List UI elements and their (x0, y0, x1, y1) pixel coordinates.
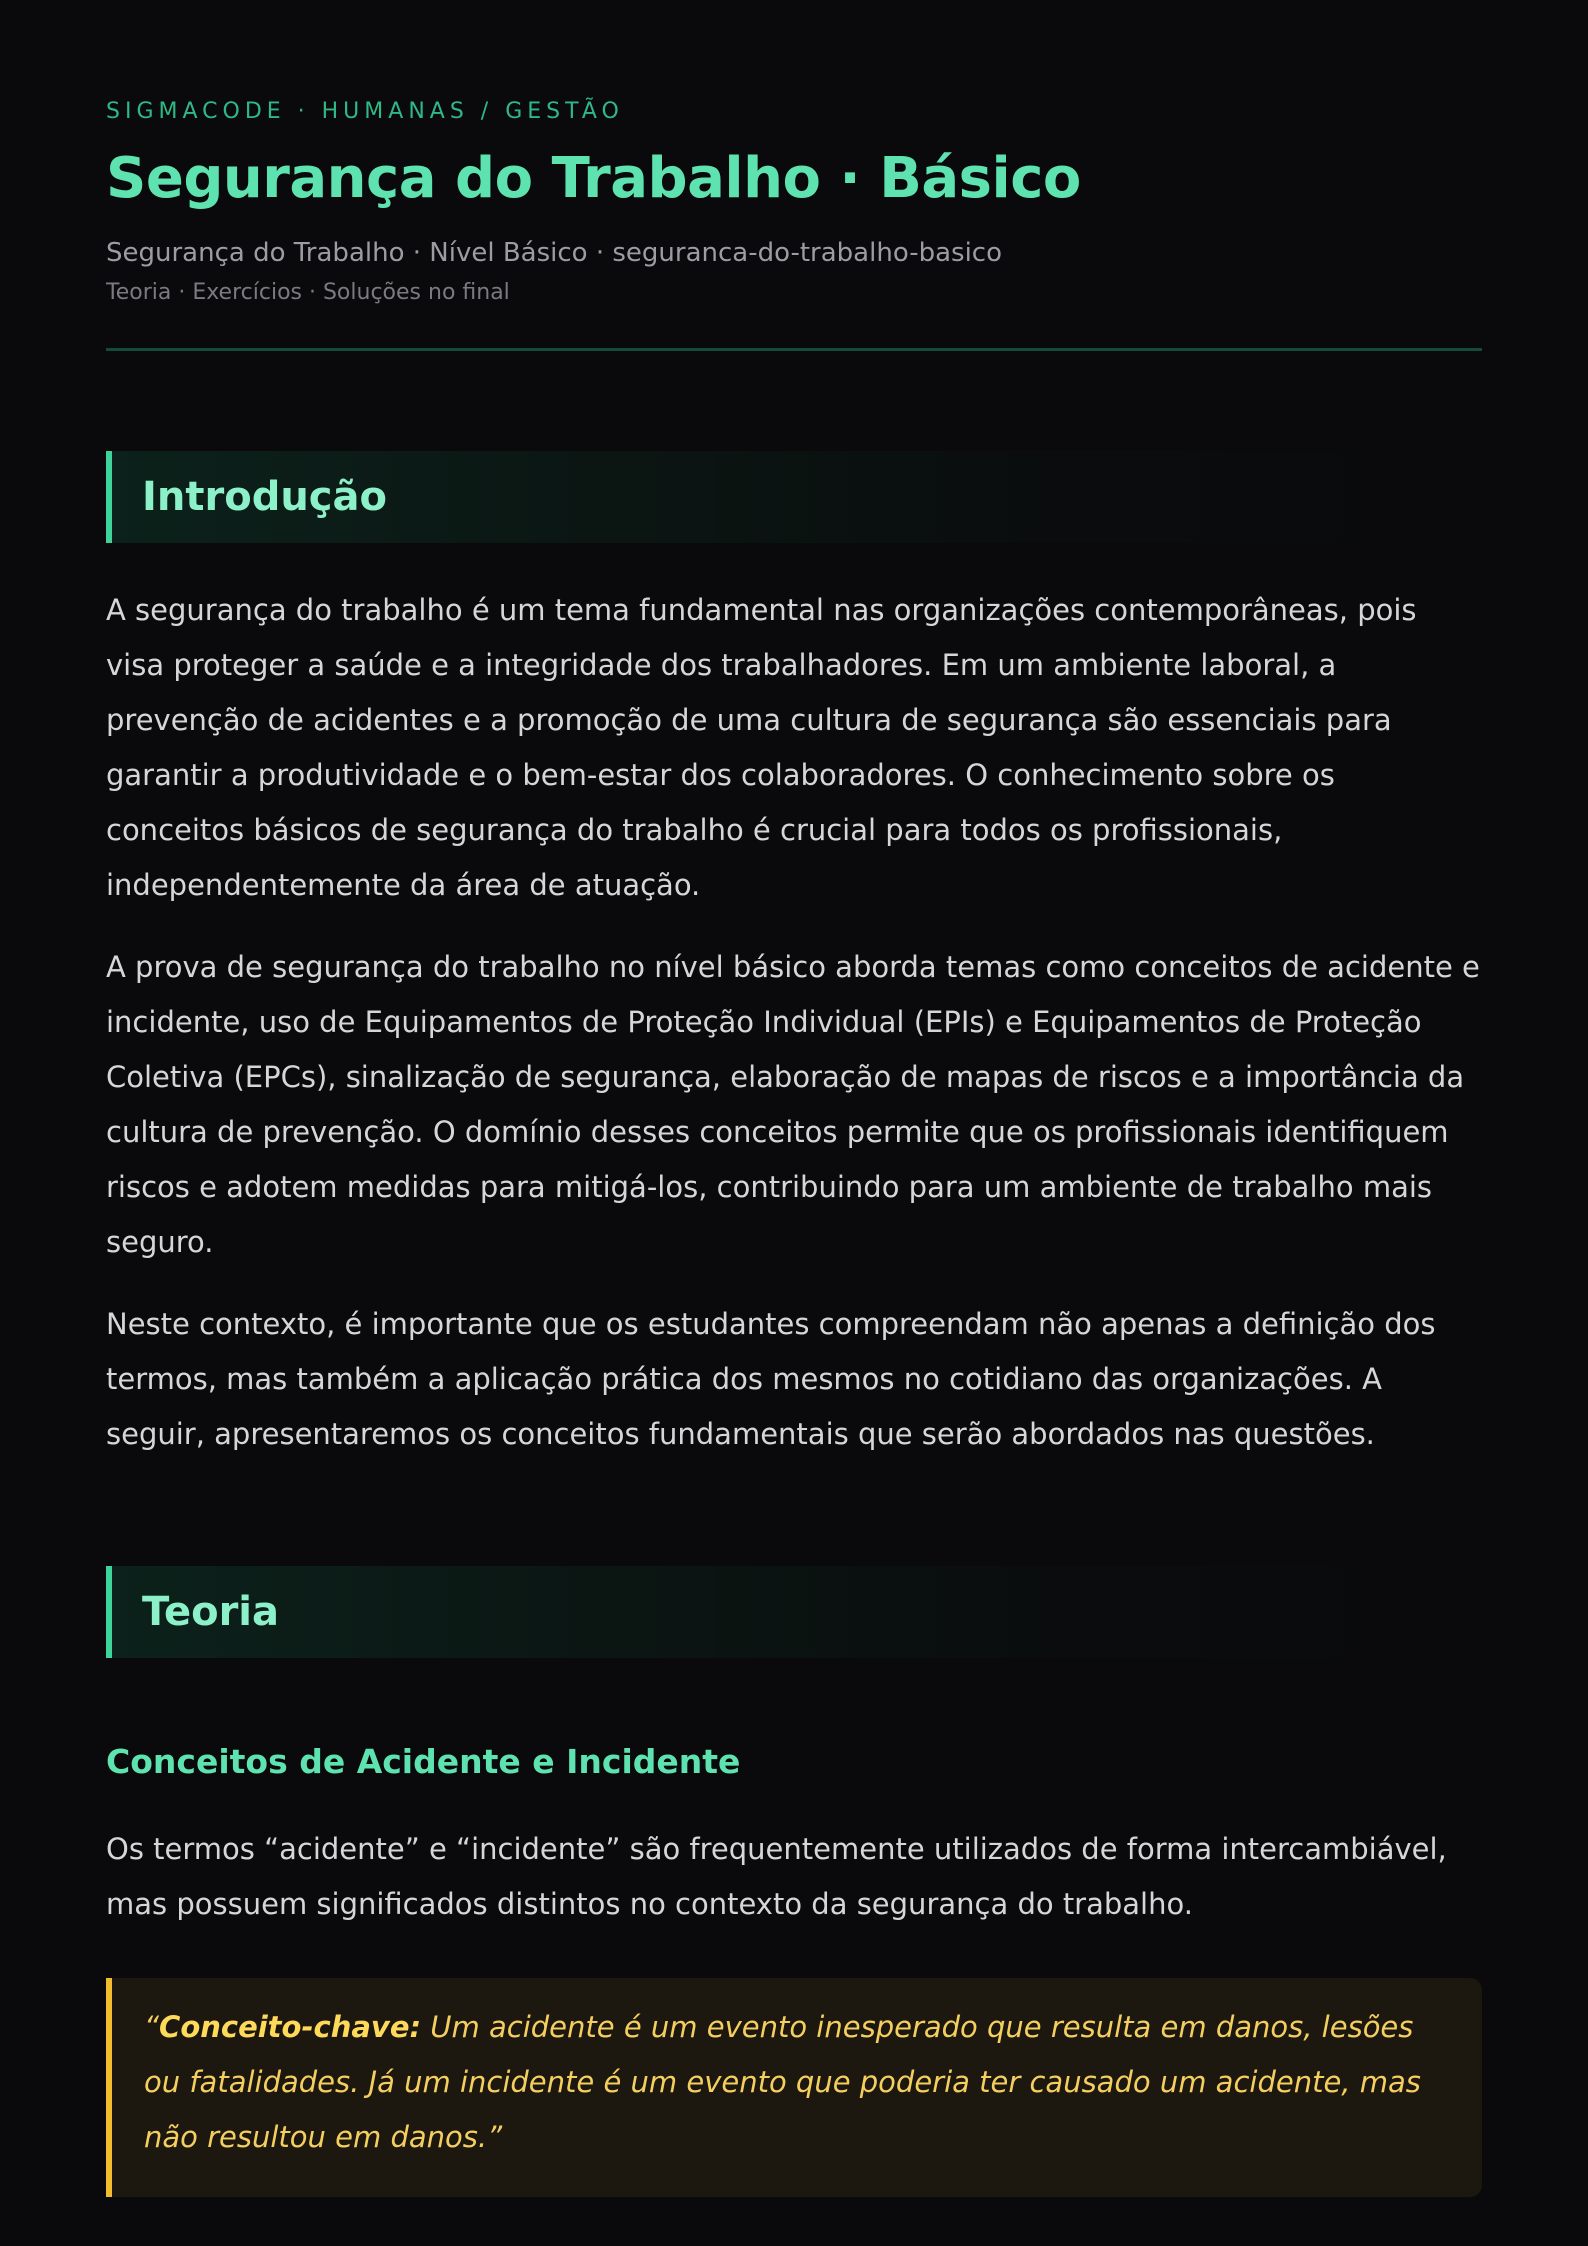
callout-open-quote: “ (144, 2010, 160, 2044)
callout-key-label: Conceito-chave: (159, 2010, 422, 2044)
intro-body (106, 583, 1482, 1462)
document-header (106, 98, 1482, 351)
intro-heading: Introdução (142, 474, 387, 520)
intro-section-heading-bar (106, 451, 1482, 543)
teoria-section-heading-bar (106, 1566, 1482, 1658)
callout-body: Um acidente é um evento inesperado que resulta em danos, lesões ou fatalidades. Já um incidente é um evento que poderia ter causado um acidente, mas não resultou em danos. (144, 2010, 1421, 2154)
callout-text (144, 2000, 1452, 2165)
intro-paragraph-1: A segurança do trabalho é um tema fundamental nas organizações contemporâneas, pois visa proteger a saúde e a integridade dos trabalhadores. Em um ambiente laboral, a prevenção de acidentes e a promoção de uma cultura de segurança são essenciais para garantir a produtividade e o bem-estar dos colaboradores. O conhecimento sobre os conceitos básicos de segurança do trabalho é crucial para todos os profissionais, independentemente da área de atuação. (106, 593, 1417, 902)
page-subtitle: Segurança do Trabalho · Nível Básico · seguranca-do-trabalho-basico (106, 238, 1002, 268)
page-title: Segurança do Trabalho · Básico (106, 146, 1081, 211)
teoria-heading: Teoria (142, 1589, 280, 1635)
intro-paragraph-3: Neste contexto, é importante que os estudantes compreendam não apenas a definição dos termos, mas também a aplicação prática dos mesmos no cotidiano das organizações. A seguir, apresentaremos os conceitos fundamentais que serão abordados nas questões. (106, 1307, 1436, 1451)
callout-close-quote: ” (487, 2120, 503, 2154)
eyebrow-breadcrumb: SIGMACODE · HUMANAS / GESTÃO (106, 99, 624, 124)
header-divider (106, 348, 1482, 351)
teoria-paragraph: Os termos “acidente” e “incidente” são frequentemente utilizados de forma intercambiável, mas possuem significados distintos no contexto da segurança do trabalho. (106, 1832, 1447, 1921)
intro-paragraph-2: A prova de segurança do trabalho no nível básico aborda temas como conceitos de acidente e incidente, uso de Equipamentos de Proteção Individual (EPIs) e Equipamentos de Proteção Coletiva (EPCs), sinalização de segurança, elaboração de mapas de riscos e a importância da cultura de prevenção. O domínio desses conceitos permite que os profissionais identifiquem riscos e adotem medidas para mitigá-los, contribuindo para um ambiente de trabalho mais seguro. (106, 950, 1480, 1259)
intro-section (106, 451, 1482, 1462)
key-concept-callout (106, 1978, 1482, 2197)
teoria-subheading: Conceitos de Acidente e Incidente (106, 1742, 741, 1781)
page-meta: Teoria · Exercícios · Soluções no final (106, 280, 510, 305)
teoria-section (106, 1566, 1482, 2197)
